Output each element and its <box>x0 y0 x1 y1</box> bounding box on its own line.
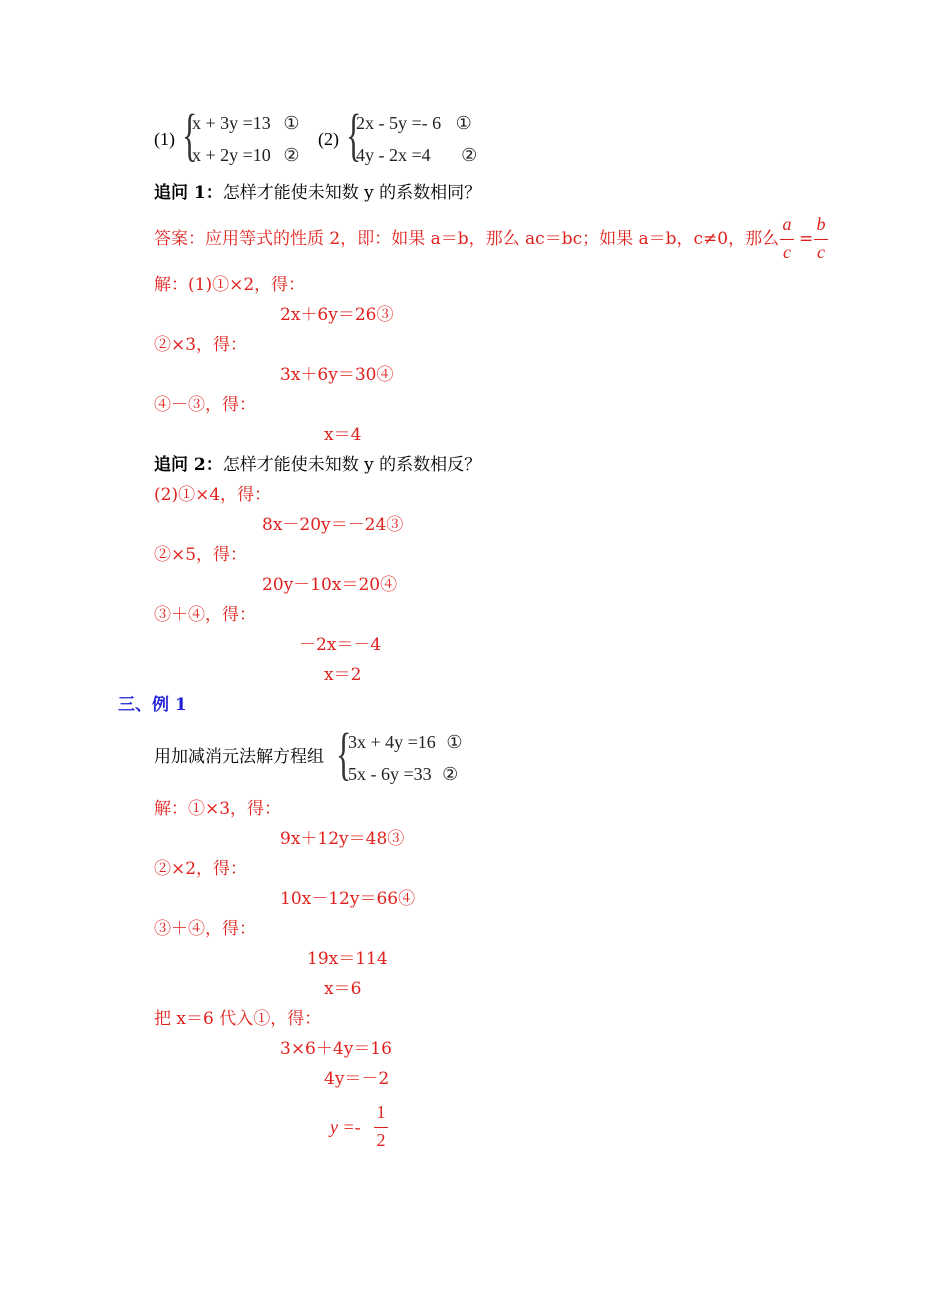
system-1-label: (1) <box>154 129 175 149</box>
sol3-step1: 解：①×3，得： <box>154 799 282 819</box>
sol3-eq4: x＝6 <box>324 979 362 999</box>
sol3-eq3: 19x＝114 <box>307 949 388 969</box>
sol1-eq1: 2x＋6y＝26③ <box>280 305 394 325</box>
question-2 <box>154 454 481 476</box>
answer-text: 答案：应用等式的性质 2，即：如果 a＝b，那么 ac＝bc；如果 a＝b，c≠0，那么 <box>154 229 780 249</box>
question-2-label: 追问 2： <box>154 455 223 475</box>
sol3-y-fraction: 1 2 <box>374 1102 388 1154</box>
sol3-y-lhs: y =- <box>330 1117 361 1137</box>
answer-fraction-b-c: b c <box>814 214 828 266</box>
sol3-eq5: 3×6＋4y＝16 <box>280 1039 392 1059</box>
sol1-step2: ②×3，得： <box>154 335 248 355</box>
sol3-eq2: 10x－12y＝66④ <box>280 889 416 909</box>
sol3-step2: ②×2，得： <box>154 859 248 879</box>
section-heading: 三、例 1 <box>118 695 187 715</box>
system-2-label: (2) <box>318 129 339 149</box>
sol2-step3: ③＋④，得： <box>154 605 256 625</box>
sol1-eq3: x＝4 <box>324 425 362 445</box>
sol2-eq2: 20y－10x＝20④ <box>262 575 398 595</box>
answer-equals: = <box>799 229 814 249</box>
sol2-eq1: 8x－20y＝－24③ <box>262 515 404 535</box>
sol3-eq6: 4y＝－2 <box>324 1069 390 1089</box>
example-eq1: 3x + 4y =16 ① <box>348 732 463 752</box>
system-1-brace: { <box>182 102 198 167</box>
system-2-brace: { <box>346 102 362 167</box>
sol3-step4: 把 x＝6 代入①，得： <box>154 1009 322 1029</box>
sol2-step1: (2)①×4，得： <box>154 485 272 505</box>
sol2-eq4: x＝2 <box>324 665 362 685</box>
system-1-eq1: x + 3y =13 ① <box>192 113 300 133</box>
sol1-step3: ④－③，得： <box>154 395 256 415</box>
sol3-eq1: 9x＋12y＝48③ <box>280 829 405 849</box>
example-prompt: 用加减消元法解方程组 <box>154 747 324 767</box>
sol2-eq3: －2x＝－4 <box>299 635 382 655</box>
sol3-step3: ③＋④，得： <box>154 919 256 939</box>
question-1 <box>154 182 481 204</box>
sol1-eq2: 3x＋6y＝30④ <box>280 365 394 385</box>
system-2-eq1: 2x - 5y =- 6 ① <box>356 113 472 133</box>
question-1-text: 怎样才能使未知数 y 的系数相同？ <box>222 183 482 203</box>
question-1-label: 追问 1： <box>154 183 223 203</box>
sol2-step2: ②×5，得： <box>154 545 248 565</box>
example-brace: { <box>336 721 352 786</box>
system-2-eq2: 4y - 2x =4 ② <box>356 145 478 165</box>
answer-fraction-a-c: a c <box>780 214 794 266</box>
question-2-text: 怎样才能使未知数 y 的系数相反？ <box>222 455 482 475</box>
example-eq2: 5x - 6y =33 ② <box>348 764 459 784</box>
system-1-eq2: x + 2y =10 ② <box>192 145 300 165</box>
sol1-step1: 解：(1)①×2，得： <box>154 275 306 295</box>
